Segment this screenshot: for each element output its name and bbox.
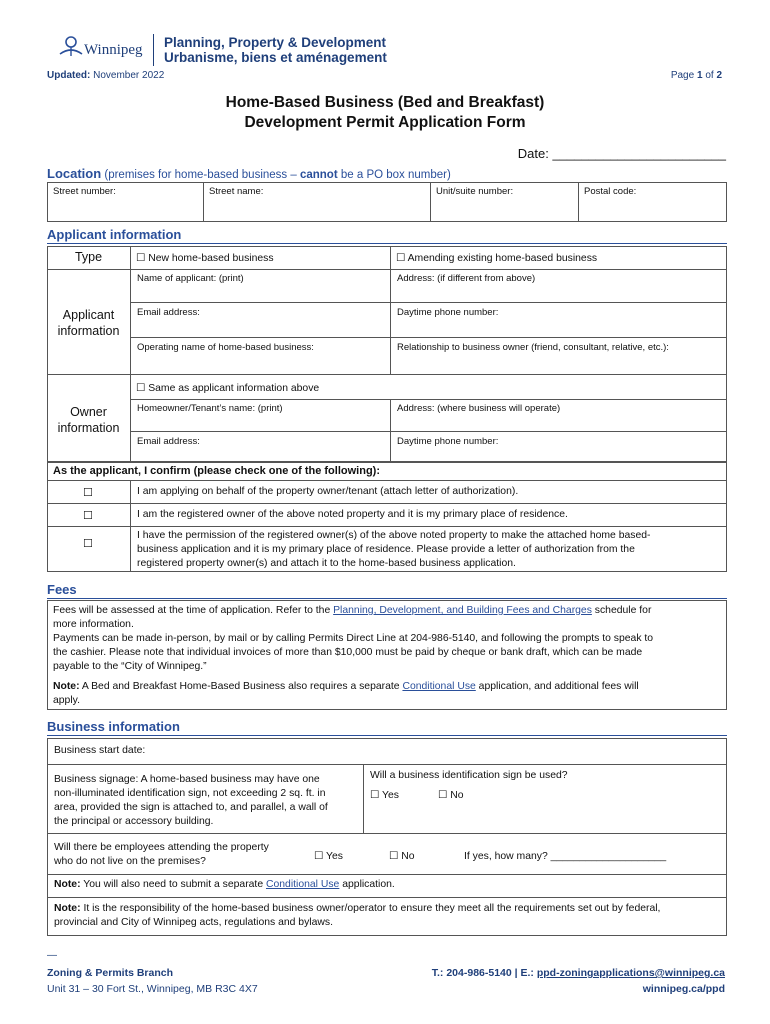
- page-of: of: [705, 70, 714, 81]
- footer-contact: [432, 967, 725, 979]
- department-name-en: Planning, Property & Development: [164, 35, 387, 50]
- logo-text: Winnipeg: [84, 42, 143, 58]
- applicant-email-field[interactable]: Email address:: [137, 307, 200, 318]
- type-label: Type: [74, 250, 103, 264]
- fees-p1: [53, 604, 721, 618]
- business-note-1-bold: Note:: [54, 879, 81, 890]
- same-as-checkbox[interactable]: ☐ Same as applicant information above: [136, 383, 320, 394]
- relationship-field[interactable]: Relationship to business owner (friend, consultant, relative, etc.):: [397, 342, 669, 353]
- street-name-field[interactable]: Street name:: [209, 186, 264, 197]
- footer-branch: Zoning & Permits Branch: [47, 967, 174, 979]
- conditional-use-link[interactable]: Conditional Use: [402, 681, 476, 692]
- department-name-fr: Urbanisme, biens et aménagement: [164, 50, 387, 65]
- fees-p2-line-2: the cashier. Please note that individual invoices of more than $10,000 must be paid by cheque or bank draft, which can be made: [53, 647, 643, 658]
- location-note-post: be a PO box number): [337, 169, 451, 181]
- fees-note: [53, 680, 721, 694]
- owner-phone-field[interactable]: Daytime phone number:: [397, 436, 499, 447]
- location-title: Location: [47, 166, 102, 181]
- owner-address-field[interactable]: Address: (where business will operate): [397, 403, 561, 414]
- fees-p1-line-2: more information.: [53, 619, 134, 630]
- business-note-1-pre: You will also need to submit a separate: [80, 879, 266, 890]
- confirm-option-1: I am applying on behalf of the property owner/tenant (attach letter of authorization).: [137, 486, 519, 497]
- business-start-date-field[interactable]: Business start date:: [54, 745, 146, 756]
- footer-email-link[interactable]: ppd-zoningapplications@winnipeg.ca: [536, 967, 725, 979]
- employees-no-checkbox[interactable]: ☐ No: [389, 851, 415, 862]
- owner-email-field[interactable]: Email address:: [137, 436, 200, 447]
- footer-address: Unit 31 – 30 Fort St., Winnipeg, MB R3C 4X7: [47, 983, 258, 995]
- fees-p2-line-1: Payments can be made in-person, by mail or by calling Permits Direct Line at 204-986-5140, and following the prompts to speak to: [53, 633, 654, 644]
- fees-p1-post: schedule for: [591, 605, 652, 616]
- conditional-use-link-2[interactable]: Conditional Use: [265, 879, 340, 890]
- confirm-option-3-line-1: I have the permission of the registered owner(s) of the above noted property to make the attached home based-: [137, 530, 651, 541]
- fees-note-line-2: apply.: [53, 695, 80, 706]
- location-note-bold: cannot: [299, 169, 338, 181]
- employees-yes-checkbox[interactable]: ☐ Yes: [314, 851, 343, 862]
- business-note-1: [54, 878, 395, 892]
- employees-count-field[interactable]: If yes, how many? ____________________: [464, 851, 667, 862]
- employees-question: [54, 841, 269, 869]
- fees-note-pre: A Bed and Breakfast Home-Based Business also requires a separate: [79, 681, 403, 692]
- business-heading: Business information: [47, 719, 727, 736]
- owner-name-field[interactable]: Homeowner/Tenant’s name: (print): [137, 403, 283, 414]
- applicant-side-label-2: information: [57, 324, 120, 338]
- header-divider: [153, 34, 154, 66]
- business-note-2-bold: Note:: [54, 903, 81, 914]
- applicant-side-label-1: Applicant: [62, 308, 115, 322]
- fees-note-post: application, and additional fees will: [475, 681, 639, 692]
- signage-line-3: area, provided the sign is attached to, and parallel, a wall of: [54, 802, 328, 813]
- business-note-2-line-2: provincial and City of Winnipeg acts, regulations and bylaws.: [54, 917, 333, 928]
- amend-business-checkbox[interactable]: ☐ Amending existing home-based business: [396, 253, 598, 264]
- sign-question: Will a business identification sign be used?: [370, 770, 568, 781]
- footer-dash: —: [47, 950, 57, 961]
- applicant-name-field[interactable]: Name of applicant: (print): [137, 273, 244, 284]
- employees-question-line-1: Will there be employees attending the property: [54, 842, 269, 853]
- date-field[interactable]: Date: ________________________: [517, 146, 726, 161]
- postal-code-field[interactable]: Postal code:: [584, 186, 637, 197]
- location-note-pre: (premises for home-based business –: [101, 169, 300, 181]
- confirm-heading: As the applicant, I confirm (please check one of the following):: [53, 465, 380, 477]
- fees-schedule-link[interactable]: Planning, Development, and Building Fees and Charges: [333, 605, 592, 616]
- new-business-checkbox[interactable]: ☐ New home-based business: [136, 253, 274, 264]
- business-note-2-line-1: It is the responsibility of the home-based business owner/operator to ensure they meet all the requirements set out by federal,: [80, 903, 661, 914]
- business-note-1-post: application.: [339, 879, 395, 890]
- logo-emblem-icon: [58, 34, 84, 60]
- sign-yes-checkbox[interactable]: ☐ Yes: [370, 790, 399, 801]
- sign-no-checkbox[interactable]: ☐ No: [438, 790, 464, 801]
- signage-description: [54, 773, 359, 829]
- owner-side-label-1: Owner: [70, 405, 107, 419]
- applicant-heading: Applicant information: [47, 227, 727, 244]
- confirm-checkbox-1[interactable]: ☐: [83, 486, 93, 499]
- page-number: [671, 70, 722, 81]
- confirm-checkbox-3[interactable]: ☐: [83, 537, 93, 550]
- owner-side-label: [47, 404, 130, 436]
- unit-field[interactable]: Unit/suite number:: [436, 186, 514, 197]
- fees-heading: Fees: [47, 582, 727, 599]
- signage-line-2: non-illuminated identification sign, not exceeding 2 sq. ft. in: [54, 788, 326, 799]
- winnipeg-logo: [48, 34, 148, 64]
- signage-line-4: the principal or accessory building.: [54, 816, 214, 827]
- fees-p2-line-3: payable to the “City of Winnipeg.”: [53, 661, 207, 672]
- street-number-field[interactable]: Street number:: [53, 186, 116, 197]
- confirm-checkbox-2[interactable]: ☐: [83, 509, 93, 522]
- updated-label: Updated:: [47, 70, 91, 81]
- title-line-1: Home-Based Business (Bed and Breakfast): [225, 94, 545, 111]
- owner-side-label-2: information: [57, 421, 120, 435]
- fees-p1-pre: Fees will be assessed at the time of application. Refer to the: [53, 605, 334, 616]
- employees-question-line-2: who do not live on the premises?: [54, 856, 206, 867]
- location-heading: [47, 166, 727, 183]
- page-label: Page: [670, 70, 695, 81]
- title-line-2: Development Permit Application Form: [244, 114, 526, 131]
- confirm-option-3-line-3: registered property owner(s) and attach it to the home-based business application.: [137, 558, 516, 569]
- updated-value: November 2022: [93, 70, 165, 81]
- operating-name-field[interactable]: Operating name of home-based business:: [137, 342, 314, 353]
- page-total: 2: [716, 70, 722, 81]
- form-title: [0, 93, 770, 133]
- footer-contact-pre: T.: 204-986-5140 | E.:: [431, 967, 537, 979]
- confirm-option-3: [137, 529, 722, 571]
- footer-web[interactable]: winnipeg.ca/ppd: [642, 983, 725, 995]
- business-note-2: [54, 902, 722, 930]
- applicant-phone-field[interactable]: Daytime phone number:: [397, 307, 499, 318]
- applicant-address-field[interactable]: Address: (if different from above): [397, 273, 536, 284]
- updated-date: [47, 70, 164, 81]
- confirm-option-2: I am the registered owner of the above noted property and it is my primary place of residence.: [137, 509, 568, 520]
- confirm-option-3-line-2: business application and it is my primary place of residence. Please provide a letter of authorization from the: [137, 544, 635, 555]
- fees-text: [53, 604, 721, 708]
- page-current: 1: [696, 70, 703, 81]
- fees-note-bold: Note:: [53, 681, 80, 692]
- applicant-side-label: [47, 307, 130, 339]
- signage-line-1: Business signage: A home-based business may have one: [54, 774, 320, 785]
